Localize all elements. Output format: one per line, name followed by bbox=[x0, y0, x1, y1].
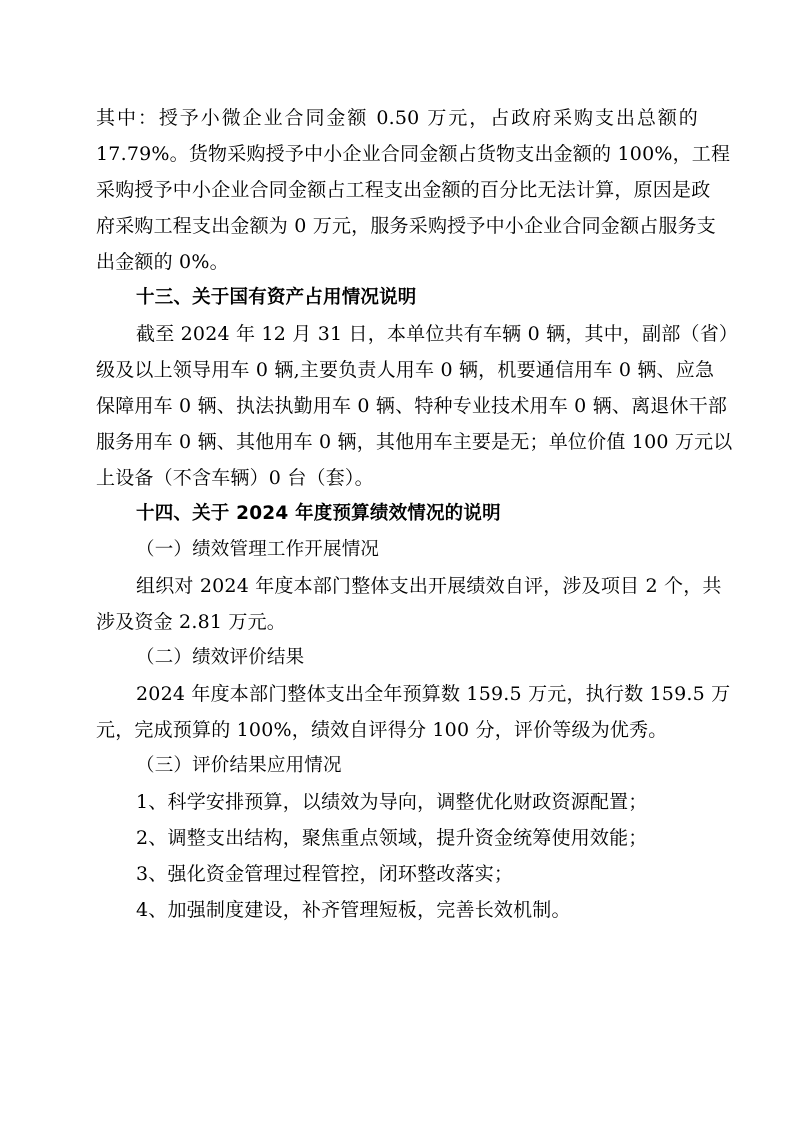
section-13-title: 十三、关于国有资产占用情况说明 bbox=[136, 287, 417, 308]
subsection-2-line-1: 2024 年度本部门整体支出全年预算数 159.5 万元，执行数 159.5 万 bbox=[136, 683, 731, 705]
section-13-line-2: 级及以上领导用车 0 辆,主要负责人用车 0 辆，机要通信用车 0 辆、应急 bbox=[96, 359, 715, 381]
procurement-line-2: 17.79%。货物采购授予中小企业合同金额占货物支出金额的 100%，工程 bbox=[96, 143, 731, 165]
procurement-line-5: 出金额的 0%。 bbox=[96, 251, 229, 273]
procurement-line-4: 府采购工程支出金额为 0 万元，服务采购授予中小企业合同金额占服务支 bbox=[96, 215, 716, 237]
section-13-line-5: 上设备（不含车辆）0 台（套）。 bbox=[96, 467, 374, 489]
subsection-3-title: （三）评价结果应用情况 bbox=[136, 755, 342, 776]
subsection-3-item-3: 3、强化资金管理过程管控，闭环整改落实； bbox=[136, 863, 514, 885]
section-14-title: 十四、关于 2024 年度预算绩效情况的说明 bbox=[136, 503, 501, 524]
subsection-2-line-2: 元，完成预算的 100%，绩效自评得分 100 分，评价等级为优秀。 bbox=[96, 719, 668, 741]
subsection-1-title: （一）绩效管理工作开展情况 bbox=[136, 539, 380, 560]
subsection-3-item-4: 4、加强制度建设，补齐管理短板，完善长效机制。 bbox=[136, 899, 571, 921]
subsection-3-item-1: 1、科学安排预算，以绩效为导向，调整优化财政资源配置； bbox=[136, 791, 648, 813]
procurement-line-3: 采购授予中小企业合同金额占工程支出金额的百分比无法计算，原因是政 bbox=[96, 179, 711, 201]
section-13-line-3: 保障用车 0 辆、执法执勤用车 0 辆、特种专业技术用车 0 辆、离退休干部 bbox=[96, 395, 728, 417]
subsection-3-item-2: 2、调整支出结构，聚焦重点领域，提升资金统筹使用效能； bbox=[136, 827, 648, 849]
subsection-1-line-1: 组织对 2024 年度本部门整体支出开展绩效自评，涉及项目 2 个，共 bbox=[136, 575, 722, 597]
procurement-line-1: 其中：授予小微企业合同金额 0.50 万元，占政府采购支出总额的 bbox=[96, 107, 698, 129]
section-13-line-1: 截至 2024 年 12 月 31 日，本单位共有车辆 0 辆，其中，副部（省） bbox=[136, 323, 739, 345]
subsection-2-title: （二）绩效评价结果 bbox=[136, 647, 305, 668]
section-13-line-4: 服务用车 0 辆、其他用车 0 辆，其他用车主要是无；单位价值 100 万元以 bbox=[96, 431, 733, 453]
subsection-1-line-2: 涉及资金 2.81 万元。 bbox=[96, 611, 286, 633]
